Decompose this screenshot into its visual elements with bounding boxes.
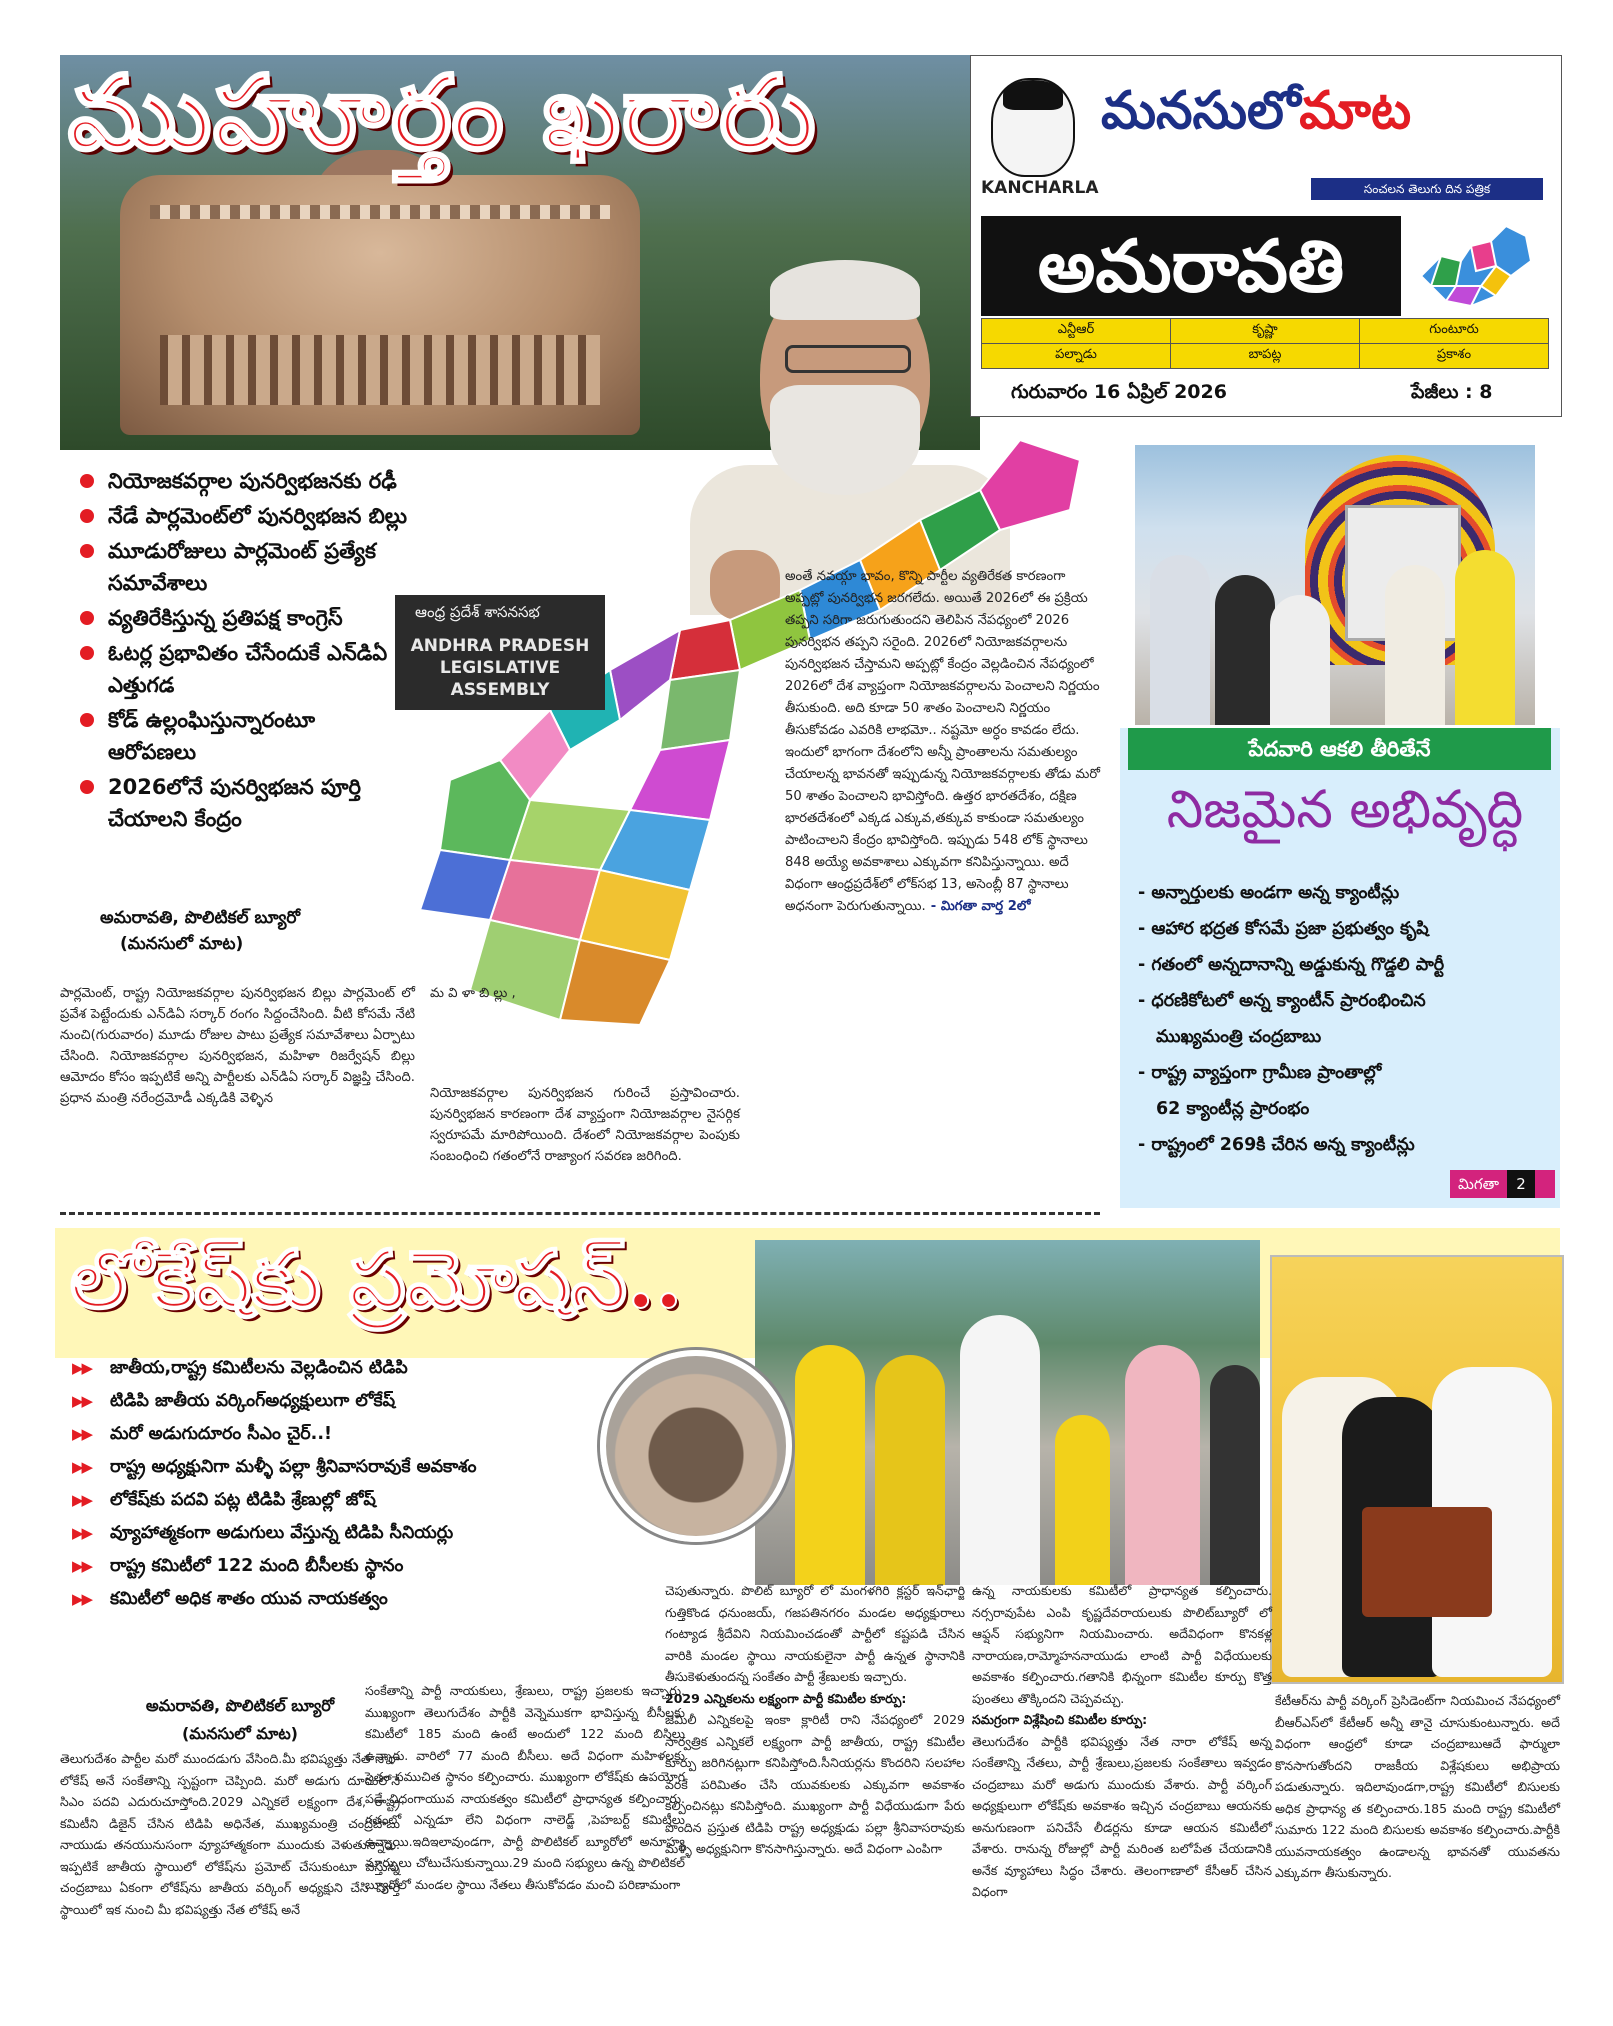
district-grid [981,318,1549,369]
subheading: 2029 ఎన్నికలను లక్ష్యంగా పార్టీ కమిటీల కూర్పు: [665,1690,907,1706]
section-divider [60,1212,1100,1215]
bullet-dot-icon [80,646,94,660]
second-bullet: ▶▶ లోకేష్‌కు పదవి పట్ల టిడిపి శ్రేణుల్లో జోష్ [70,1484,590,1517]
bullet-dot-icon [80,713,94,727]
district-cell: బాపట్ల [1171,344,1360,369]
subheading: సమగ్రంగా విశ్లేషించి కమిటీల కూర్పు: [972,1712,1148,1727]
side-point: - గతంలో అన్నదానాన్ని అడ్డుకున్న గొడ్డలి పార్టీ [1138,955,1445,975]
lead-bullets [78,465,408,838]
masthead [970,55,1562,417]
double-arrow-icon: ▶▶ [72,1458,92,1476]
side-point: - ఆహార భద్రత కోసమే ప్రజా ప్రభుత్వం కృషి [1138,919,1429,939]
second-bullet: ▶▶ మరో అడుగుదూరం సీఎం చైర్..! [70,1418,590,1451]
founder-portrait [991,78,1075,177]
double-arrow-icon: ▶▶ [72,1392,92,1410]
second-bullet: ▶▶ కమిటీలో అధిక శాతం యువ నాయకత్వం [70,1583,590,1616]
paper-name: మనసులోమాట [1101,81,1412,141]
side-point: - అన్నార్తులకు అండగా అన్న క్యాంటీన్లు [1138,883,1400,903]
lead-bullet: నియోజకవర్గాల పునర్విభజనకు రఢీ [78,465,408,497]
double-arrow-icon: ▶▶ [72,1359,92,1377]
paper-tagline: సంచలన తెలుగు దిన పత్రిక [1311,178,1543,200]
second-bullets [70,1352,590,1616]
second-body-col1: తెలుగుదేశం పార్టీల మరో ముందడుగు వేసింది.మీ భవిష్యత్తు నేత నారా లోకేష్ అనే సంకేతాన్ని స్పష్టంగా చెప్పింది. మరో అడుగు దూరంలోనే సిఎం పదవి ఎదురుచూస్తోంది.2029 ఎన్నికలే లక్ష్యంగా దేశ, రాష్ట్ర కమిటీని డిజైన్ చేసిన టిడిపి అధినేత, ముఖ్యమంత్రి చంద్రబాబు నాయుడు తనయునుసంగా వ్యూహాత్మకంగా ముందుకు వెళుతున్నారు. ఇప్పటికే జాతీయ స్థాయిలో లోకేష్‌ను ప్రమోట్ చేసుకుంటూ వస్తున్న చంద్రబాబు ఏకంగా లోకేష్‌ను జాతీయ వర్కింగ్ అధ్యక్షుని చేసి పూర్తి స్థాయిలో ఇక నుంచి మీ భవిష్యత్తు నేత లోకేష్ అనే [60,1751,400,1917]
lead-bullet: 2026లోనే పునర్విభజన పూర్తి చేయాలని కేంద్రం [78,771,408,835]
side-point: - రాష్ట్రంలో 269కి చేరిన అన్న క్యాంటీన్లు [1138,1135,1415,1155]
assembly-sign-english: ANDHRA PRADESH LEGISLATIVE ASSEMBLY [410,636,590,700]
second-body-col3: చెపుతున్నారు. పొలిట్ బ్యూరో లో మంగళగిరి క్లస్టర్ ఇన్‌ఛార్జి గుత్తికొండ ధనుంజయ్, గజపతినగరం మండల అధ్యక్షురాలు గంట్యాడ శ్రీదేవిని నియమించడంతో పార్టీలో కష్టపడి చేసిన వారికి మండల స్థాయి నాయకులైనా పార్టీ ఉన్నత స్థానానికి తీసుకెళుతుందన్న సంకేతం పార్టీ శ్రేణులకు ఇచ్చారు. 2029 ఎన్నికలను లక్ష్యంగా పార్టీ కమిటీల కూర్పు: జెమిలీ ఎన్నికలపై ఇంకా క్లారిటీ రాని నేపధ్యంలో 2029 సార్వత్రిక ఎన్నికలే లక్ష్యంగా పార్టీ జాతీయ, రాష్ట్ర కమిటీల కూర్పు జరిగినట్లుగా కనిపిస్తోంది.సీనియర్లను కొందరిని సలహాల వరకే పరిమితం చేసి యువకులకు ఎక్కువగా అవకాశం కల్పించినట్లు కనిపిస్తోంది. ముఖ్యంగా పార్టీ విధేయుడుగా పేరు పొందిన ప్రస్తుత టిడిపి రాష్ట్ర అధ్యక్షుడు పల్లా శ్రీనివాసరావుకు మళ్ళీ అధ్యక్షునిగా కొనసాగిస్తున్నారు. అదే విధంగా ఎంపిగా [665,1583,965,1856]
second-body-col5: కేటీఆర్‌ను పార్టీ వర్కింగ్ ప్రెసిడెంట్‌గా నియమించ నేపధ్యంలో బీఆర్ఎస్‌లో కేటీఆర్ అన్నీ తానై చూసుకుంటున్నారు. అదే విధంగా ఆంధ్రలో కూడా చంద్రబాబుఆదే ఫార్ములా కొనసాగుతోందని రాజకీయ విశ్లేషకులు అభిప్రాయ పడుతున్నారు. ఇదిలావుండగా,రాష్ట్ర కమిటీలో బిసులకు అధిక ప్రాధాన్య త కల్పించారు.185 మంది రాష్ట్ర కమిటీలో సుమారు 122 మంది బిసులకు అవకాశం కల్పించారు.పార్టీకి యువనాయకత్వం ఉండాలన్న భావనతో యువతను ఎక్కువగా తీసుకున్నారు. [1275,1693,1560,1880]
bullet-dot-icon [80,474,94,488]
side-point: ముఖ్యమంత్రి చంద్రబాబు [1156,1027,1322,1047]
side-point: - ధరణికోటలో అన్న క్యాంటీన్ ప్రారంభించిన [1138,991,1426,1011]
second-body-col4: ఉన్న నాయకులకు కమిటీలో ప్రాధాన్యత కల్పించారు. నర్సరావుపేట ఎంపి కృష్ణదేవరాయలుకు పొలిట్‌బ్యూరో లో ఆఫ్షన్ సభ్యునిగా నియమించారు. అదేవిధంగా కొనకళ్ల నారాయణ,రామ్మోహననాయుడు లాంటి పార్టీ విధేయులకు అవకాశం కల్పించారు.గతానికి భిన్నంగా కమిటీల కూర్పు కొత్త పుంతలు తొక్కిందని చెప్పవచ్చు. సమగ్రంగా విశ్లేషించి కమిటీల కూర్పు: తెలుగుదేశం పార్టీకి భవిష్యత్తు నేత నారా లోకేష్ అన్న సంకేతాన్ని నేతలు, పార్టీ శ్రేణులు,ప్రజలకు సంకేతాలు ఇవ్వడం చంద్రబాబు మరో అడుగు ముందుకు వేశారు. పార్టీ వర్కింగ్ అధ్యక్షులుగా లోకేష్‌కు అవకాశం ఇచ్చిన చంద్రబాబు ఆయనకు అనుగుణంగా పనిచేసే లీడర్లను కూడా ఆయన కమిటీలో వేశారు. రానున్న రోజుల్లో పార్టీ మరింత బలోపేత చేయడానికి అనేక వ్యూహాలు సిద్ధం చేశారు. తెలంగాణాలో కేసీఆర్ చేసిన విధంగా [972,1583,1272,1899]
second-bullet: ▶▶ వ్యూహాత్మకంగా అడుగులు వేస్తున్న టిడిపి సీనియర్లు [70,1517,590,1550]
continued-page-tag[interactable]: మిగతా 2 [1450,1170,1555,1198]
lead-bullet: మూడురోజులు పార్లమెంట్ ప్రత్యేక సమావేశాలు [78,535,408,599]
page-count: పేజీలు : 8 [1411,381,1493,403]
issue-date: గురువారం 16 ఏప్రిల్ 2026 [1011,381,1227,403]
lead-byline: అమరావతి, పొలిటికల్ బ్యూరో (మనసులో మాట) [100,908,301,954]
bullet-dot-icon [80,509,94,523]
lead-bullet: నేడే పార్లమెంట్‌లో పునర్విభజన బిల్లు [78,500,408,532]
lead-body-col2-top: మ వి ళా బి ల్లు , [430,986,516,1001]
lead-bullet: ఓటర్ల ప్రభావితం చేసేందుకే ఎన్‌డిఏ ఎత్తుగడ [78,637,408,701]
double-arrow-icon: ▶▶ [72,1557,92,1575]
double-arrow-icon: ▶▶ [72,1524,92,1542]
parliament-building [120,175,640,435]
second-bullet: ▶▶ టిడిపి జాతీయ వర్కింగ్అధ్యక్షులుగా లోకేష్ [70,1385,590,1418]
lead-body-col1: పార్లమెంట్, రాష్ట్ర నియోజకవర్గాల పునర్విభజన బిల్లు పార్లమెంట్ లో ప్రవేశ పెట్టేందుకు ఎన్‌డిఏ సర్కార్ రంగం సిద్దంచేసింది. వీటి కోసమే నేటి నుంచి(గురువారం) మూడు రోజుల పాటు ప్రత్యేక సమావేశాలు ఏర్పాటు చేసింది. నియోజకవర్గాల పునర్విభజన, మహిళా రిజర్వేషన్ బిల్లు ఆమోదం కోసం ఇప్పటికే అన్ని పార్టీలకు ఎన్‌డిఏ సర్కార్ విజ్ఞప్తి చేసింది. ప్రధాన మంత్రి నరేంద్రమోడీ ఎక్కడికి వెళ్ళిన [60,986,415,1106]
lead-body-col3: అంతే నవయ్గా భావం, కొన్ని పార్టీల వ్యతిరేకత కారణంగా అప్పట్లో పునర్విభన జరగలేదు. అయితే 2026లో ఈ ప్రక్రియ తప్పని సరిగా జరుగుతుందని తెలిపిన నేపధ్యంలో 2026 పునర్విభన తప్పని సరైంది. 2026లో నియోజకవర్గాలను పునర్విభజన చేస్తామని అప్పట్లో కేంద్రం వెల్లడించిన నేపధ్యంలో 2026లో దేశ వ్యాప్తంగా నియోజకవర్గాలను పెంచాలని నిర్ణయం తీసుకుంది. అది కూడా 50 శాతం పెంచాలని నిర్ణయం తీసుకోవడం ఎవరికి లాభమో.. నష్టమో అర్ధం కావడం లేదు. ఇందులో భాగంగా దేశంలోని అన్నీ ప్రాంతాలను సమతుల్యం చేయాలన్న భావనతో ఇప్పుడున్న నియోజకవర్గాలకు తోడు మరో 50 శాతం పెంచాలని భావిస్తోంది. ఉత్తర భారతదేశం, దక్షిణ భారతదేశంలో ఎక్కడ ఎక్కువ,తక్కువ కాకుండా సమతుల్యం పాటించాలని కేంద్రం భావిస్తోంది. ఇప్పుడు 548 లోక్ స్థానాలు 848 అయ్యే అవకాశాలు ఎక్కువగా కనిపిస్తున్నాయి. అదే విధంగా ఆంధ్రప్రదేశ్‌లో లోక్‌సభ 13, అసెంబ్లీ 87 స్థానాలు అధనంగా పెరుగుతున్నాయి. [785,569,1100,914]
side-story-kicker: పేదవారి ఆకలి తీరితేనే [1128,728,1551,770]
double-arrow-icon: ▶▶ [72,1590,92,1608]
district-cell: కృష్ణా [1171,319,1360,344]
rally-photo [755,1240,1260,1585]
bullet-dot-icon [80,544,94,558]
lead-headline: ముహూర్తం ఖరారు [68,53,818,173]
side-point: - రాష్ట్ర వ్యాప్తంగా గ్రామీణ ప్రాంతాల్లో [1138,1063,1382,1083]
lead-body-col2: నియోజకవర్గాల పునర్విభజన గురించే ప్రస్తావించారు. పునర్విభజన కారణంగా దేశ వ్యాప్తంగా నియోజవర్గాల నైసర్గిక స్వరూపమే మారిపోయింది. దేశంలో నియోజకవర్గాల పెంపుకు సంబంధించి గతంలోనే రాజ్యాంగ సవరణ జరిగింది. [430,1086,740,1164]
second-byline: అమరావతి, పొలిటికల్ బ్యూరో (మనసులో మాట) [145,1696,335,1743]
district-map-icon [1411,216,1541,316]
lead-body-col3-wrap [785,565,1100,917]
second-bullet: ▶▶ జాతీయ,రాష్ట్ర కమిటీలను వెల్లడించిన టిడిపి [70,1352,590,1385]
edition-name: అమరావతి [981,216,1401,316]
felicitation-photo [1270,1255,1564,1684]
second-bullet: ▶▶ రాష్ట్ర అధ్యక్షునిగా మళ్ళీ పల్లా శ్రీనివాసరావుకే అవకాశం [70,1451,590,1484]
side-story-title: నిజమైన అభివృద్ధి [1166,780,1524,840]
lead-bullet: కోడ్ ఉల్లంఘిస్తున్నారంటూ ఆరోపణలు [78,704,408,768]
continued-link[interactable]: - మిగతా వార్త 2లో [930,899,1031,914]
district-cell: గుంటూరు [1360,319,1549,344]
second-bullet: ▶▶ రాష్ట్ర కమిటీలో 122 మంది బీసీలకు స్థానం [70,1550,590,1583]
assembly-sign-telugu: ఆంధ్ర ప్రదేశ్ శాసనసభ [415,603,540,621]
double-arrow-icon: ▶▶ [72,1425,92,1443]
side-point: 62 క్యాంటీన్ల ప్రారంభం [1156,1099,1310,1119]
lead-bullet: వ్యతిరేకిస్తున్న ప్రతిపక్ష కాంగ్రెస్ [78,602,408,634]
bullet-dot-icon [80,611,94,625]
second-headline: లోకేష్‌కు ప్రమోషన్.. [70,1232,683,1326]
district-cell: ప్రకాశం [1360,344,1549,369]
double-arrow-icon: ▶▶ [72,1491,92,1509]
bullet-dot-icon [80,780,94,794]
assembly-photo [395,595,605,710]
district-cell: పల్నాడు [982,344,1171,369]
side-story-points [1138,875,1538,1163]
kneeling-photo [600,1350,792,1542]
canteen-inauguration-photo [1135,445,1535,725]
district-cell: ఎన్టీఆర్ [982,319,1171,344]
second-body-col2: సంకేతాన్ని పార్టీ నాయకులు, శ్రేణులు, రాష్ట్ర ప్రజలకు ఇచ్చారు. ముఖ్యంగా తెలుగుదేశం పార్టీకి వెన్నెముకగా భావిస్తున్న బీసీలకు కమిటీలో 185 మంది ఉంటే అందులో 122 మంది బిసిలు ఉన్నారు. వారిలో 77 మంది బీసీలు. అదే విధంగా మహిళలకు సైతం సముచిత స్థానం కల్పించారు. ముఖ్యంగా లోకేష్‌కు ఉపయోగ పడే విధంగాయువ నాయకత్వం కమిటీలో ప్రాధాన్యత కల్పించారు. గతంలో ఎన్నడూ లేని విధంగా నాలెడ్జ్ ,పెహబర్ట్ కమిటీలు ఉన్నాయి.ఇదిఇలావుండగా, పార్టీ పొలిటికల్ బ్యూరోలో అనూహ్య మార్పులు చోటుచేసుకున్నాయి.29 మంది సభ్యులు ఉన్న పొలిటికల్ బ్యూరోలో మండల స్థాయి నేతలు తీసుకోవడం మంచి పరిణామంగా [365,1683,685,1892]
founder-name: KANCHARLA [981,178,1099,198]
